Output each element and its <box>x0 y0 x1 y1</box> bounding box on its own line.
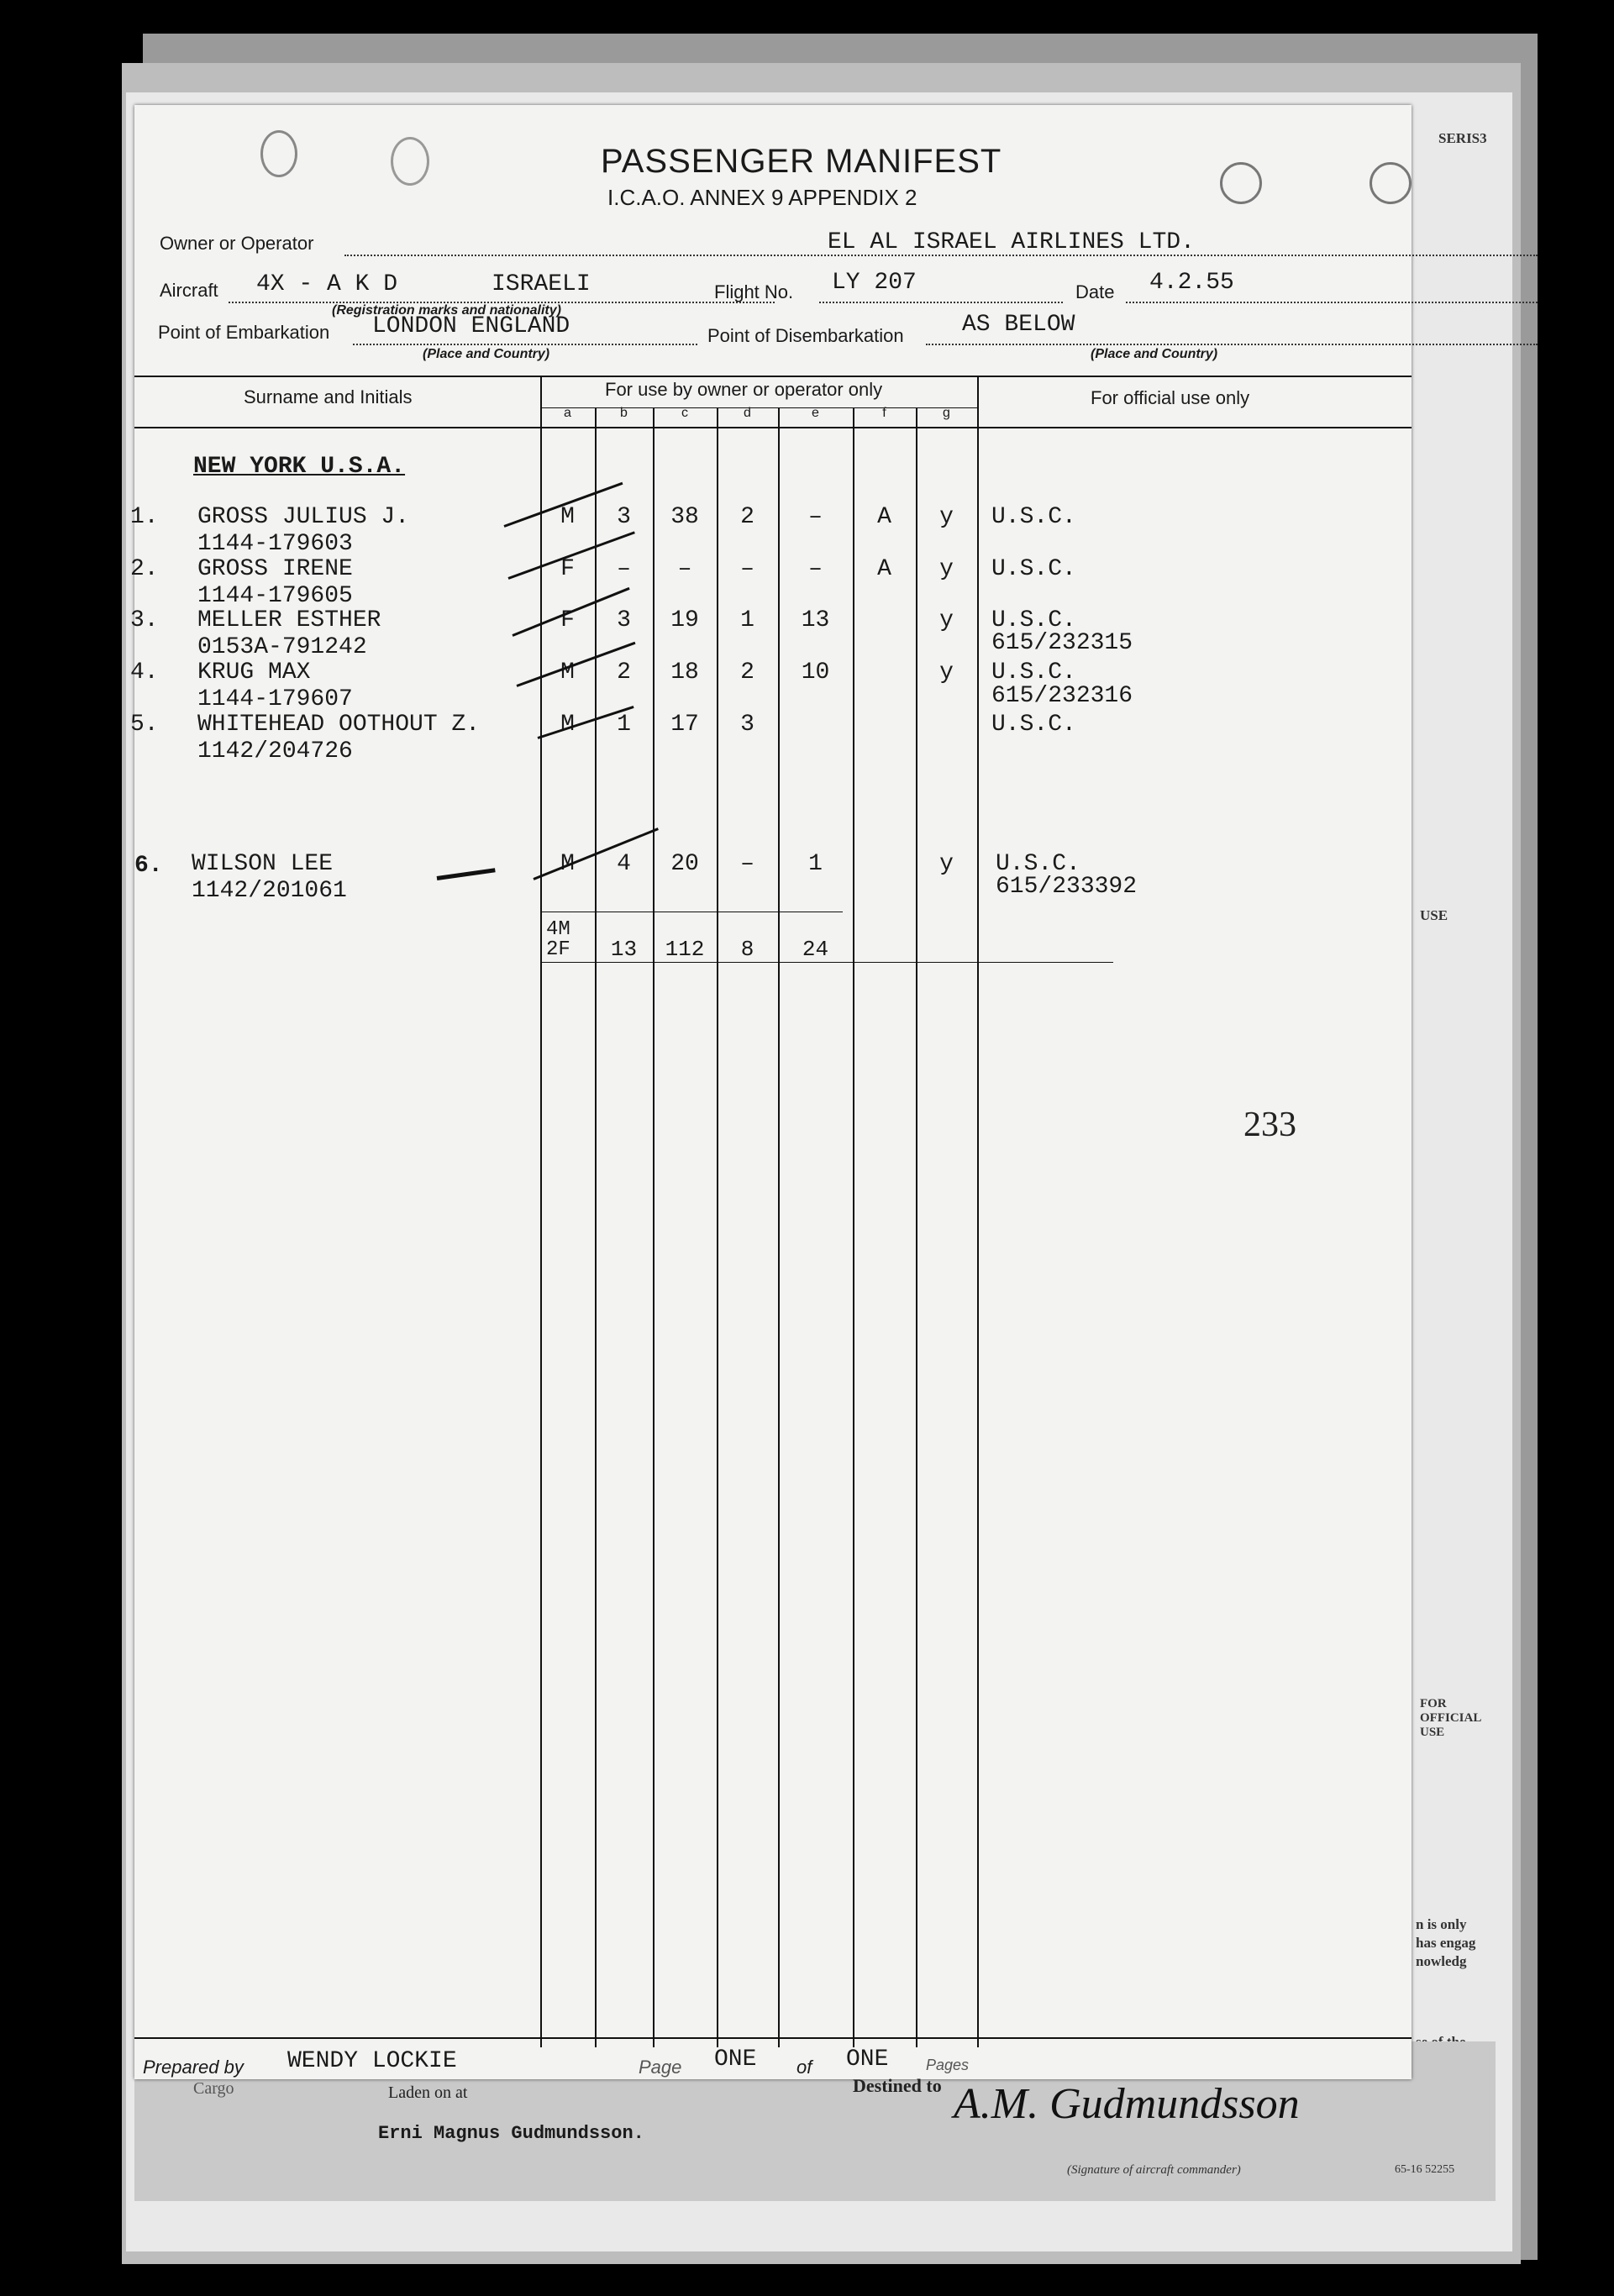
cell-b: 4 <box>617 851 631 877</box>
disembarkation-label: Point of Disembarkation <box>707 325 904 346</box>
cell-c: 17 <box>670 712 699 738</box>
embarkation-value: LONDON ENGLAND <box>372 313 570 339</box>
header-official-use: For official use only <box>1091 387 1250 408</box>
commander-signature: A.M. Gudmundsson <box>954 2080 1300 2128</box>
cell-e: – <box>808 504 823 530</box>
aircraft-label: Aircraft <box>160 280 218 301</box>
cell-e: – <box>808 556 823 582</box>
official-entry: U.S.C. <box>991 659 1076 686</box>
commander-name: Erni Magnus Gudmundsson. <box>378 2123 644 2144</box>
page-label: Page <box>639 2057 682 2078</box>
cell-a: M <box>560 712 575 738</box>
side-text-official: FOR OFFICIAL USE <box>1420 1697 1481 1739</box>
cargo-label: Cargo <box>193 2079 234 2098</box>
cell-d: 3 <box>740 712 754 738</box>
row-number: 1. <box>130 504 159 530</box>
cell-d: – <box>740 556 754 582</box>
cell-f: A <box>877 556 891 582</box>
cell-g: y <box>939 659 954 686</box>
cell-b: 3 <box>617 504 631 530</box>
flight-line <box>819 302 1063 303</box>
official-entry: U.S.C. <box>996 851 1080 877</box>
row-number: 5. <box>130 712 159 738</box>
of-value: ONE <box>846 2046 889 2073</box>
flight-value: LY 207 <box>832 270 917 296</box>
punch-hole-icon <box>1220 162 1262 204</box>
row-number: 2. <box>130 556 159 582</box>
col-letter-d: d <box>744 406 751 420</box>
table-header-rule <box>134 427 1412 428</box>
embarkation-note: (Place and Country) <box>423 347 550 361</box>
manifest-page <box>130 105 1412 2079</box>
passenger-ref: 1144-179605 <box>197 583 353 609</box>
registration-note: (Registration marks and nationality) <box>332 303 561 318</box>
cell-g: y <box>939 504 954 530</box>
corner-mark: SERIS3 <box>1438 130 1487 146</box>
totals-bottom-rule <box>540 962 1113 963</box>
passenger-name: GROSS IRENE <box>197 556 353 582</box>
punch-hole-icon <box>1370 162 1412 204</box>
cell-a: F <box>560 556 575 582</box>
cell-c: – <box>677 556 692 582</box>
side-text-knowledge: n is only has engag nowledg <box>1416 1916 1476 1969</box>
destination-heading: NEW YORK U.S.A. <box>193 454 406 480</box>
disembarkation-note: (Place and Country) <box>1091 347 1218 361</box>
column-rule-a-b <box>595 407 597 2047</box>
cell-f: A <box>877 504 891 530</box>
pages-label: Pages <box>926 2057 970 2073</box>
cell-c: 18 <box>670 659 699 686</box>
col-letter-b: b <box>620 406 628 420</box>
official-entry: U.S.C. <box>991 556 1076 582</box>
passenger-ref: 1142/201061 <box>192 878 347 904</box>
cell-e: 13 <box>801 607 830 633</box>
prepared-value: WENDY LOCKIE <box>287 2048 457 2074</box>
row-number: 4. <box>130 659 159 686</box>
cell-d: 2 <box>740 659 754 686</box>
punch-hole-icon <box>391 137 429 186</box>
cell-b: 2 <box>617 659 631 686</box>
table-top-rule <box>134 376 1412 377</box>
cell-a: M <box>560 851 575 877</box>
col-letter-f: f <box>882 406 886 420</box>
cell-d: 1 <box>740 607 754 633</box>
cell-d: 2 <box>740 504 754 530</box>
cell-a: M <box>560 504 575 530</box>
col-letter-c: c <box>681 406 688 420</box>
row-number: 6. <box>134 853 163 879</box>
embarkation-line <box>353 344 697 345</box>
total-e: 24 <box>802 937 829 962</box>
cell-e: 1 <box>808 851 823 877</box>
total-b: 13 <box>610 937 638 962</box>
passenger-name: KRUG MAX <box>197 659 311 686</box>
form-bottom-rule <box>134 2037 1412 2039</box>
col-letter-e: e <box>812 406 819 420</box>
passenger-name: WHITEHEAD OOTHOUT Z. <box>197 712 481 738</box>
official-entry-ref: 615/232315 <box>991 630 1133 656</box>
passenger-ref: 1144-179603 <box>197 531 353 557</box>
total-c: 112 <box>665 937 705 962</box>
embarkation-label: Point of Embarkation <box>158 322 330 343</box>
page-subtitle: I.C.A.O. ANNEX 9 APPENDIX 2 <box>607 185 917 210</box>
nationality-value: ISRAELI <box>492 271 591 297</box>
disembarkation-line <box>926 344 1538 345</box>
cell-b: – <box>617 556 631 582</box>
official-entry-ref: 615/233392 <box>996 874 1138 900</box>
destined-label: Destined to <box>853 2075 942 2096</box>
column-rule-d-e <box>778 407 780 2047</box>
side-text-use: USE <box>1420 907 1448 923</box>
column-rule-e-f <box>853 407 854 2047</box>
laden-label: Laden on at <box>388 2083 468 2102</box>
column-rule-b-c <box>653 407 655 2047</box>
passenger-ref: 0153A-791242 <box>197 634 367 660</box>
passenger-ref: 1144-179607 <box>197 686 353 712</box>
passenger-name: GROSS JULIUS J. <box>197 504 410 530</box>
official-entry-ref: 615/232316 <box>991 683 1133 709</box>
flight-label: Flight No. <box>714 281 794 302</box>
page-value: ONE <box>714 2046 757 2073</box>
col-letter-a: a <box>564 406 571 420</box>
date-label: Date <box>1075 281 1115 302</box>
cell-c: 20 <box>670 851 699 877</box>
cell-g: y <box>939 851 954 877</box>
official-entry: U.S.C. <box>991 607 1076 633</box>
cell-g: y <box>939 607 954 633</box>
prepared-label: Prepared by <box>143 2057 244 2078</box>
official-entry: U.S.C. <box>991 712 1076 738</box>
total-males: 4M <box>546 918 570 941</box>
total-d: 8 <box>740 937 754 962</box>
date-value: 4.2.55 <box>1149 270 1234 296</box>
cell-a: F <box>560 607 575 633</box>
stamp-number: 233 <box>1243 1106 1296 1144</box>
cell-a: M <box>560 659 575 686</box>
column-rule-g-right <box>977 376 979 2047</box>
form-code: 65-16 52255 <box>1395 2163 1455 2176</box>
disembarkation-value: AS BELOW <box>962 312 1075 338</box>
column-rule-c-d <box>717 407 718 2047</box>
header-owner-use: For use by owner or operator only <box>605 379 883 400</box>
signature-note: (Signature of aircraft commander) <box>1067 2163 1241 2177</box>
cell-e: 10 <box>801 659 830 686</box>
header-surname: Surname and Initials <box>244 386 413 407</box>
owner-label: Owner or Operator <box>160 233 314 254</box>
passenger-name: WILSON LEE <box>192 851 334 877</box>
aircraft-value: 4X - A K D <box>256 271 398 297</box>
row-number: 3. <box>130 607 159 633</box>
passenger-name: MELLER ESTHER <box>197 607 381 633</box>
of-label: of <box>796 2057 812 2078</box>
column-rule-f-g <box>916 407 917 2047</box>
cell-d: – <box>740 851 754 877</box>
official-entry: U.S.C. <box>991 504 1076 530</box>
cell-b: 1 <box>617 712 631 738</box>
punch-hole-icon <box>260 130 297 177</box>
cell-c: 19 <box>670 607 699 633</box>
owner-value: EL AL ISRAEL AIRLINES LTD. <box>828 229 1195 255</box>
cell-b: 3 <box>617 607 631 633</box>
scribble-mark <box>437 868 496 880</box>
passenger-ref: 1142/204726 <box>197 738 353 764</box>
col-letter-g: g <box>943 406 950 420</box>
cell-g: y <box>939 556 954 582</box>
cell-c: 38 <box>670 504 699 530</box>
date-line <box>1126 302 1538 303</box>
total-females: 2F <box>546 938 570 961</box>
page-title: PASSENGER MANIFEST <box>601 143 1002 180</box>
